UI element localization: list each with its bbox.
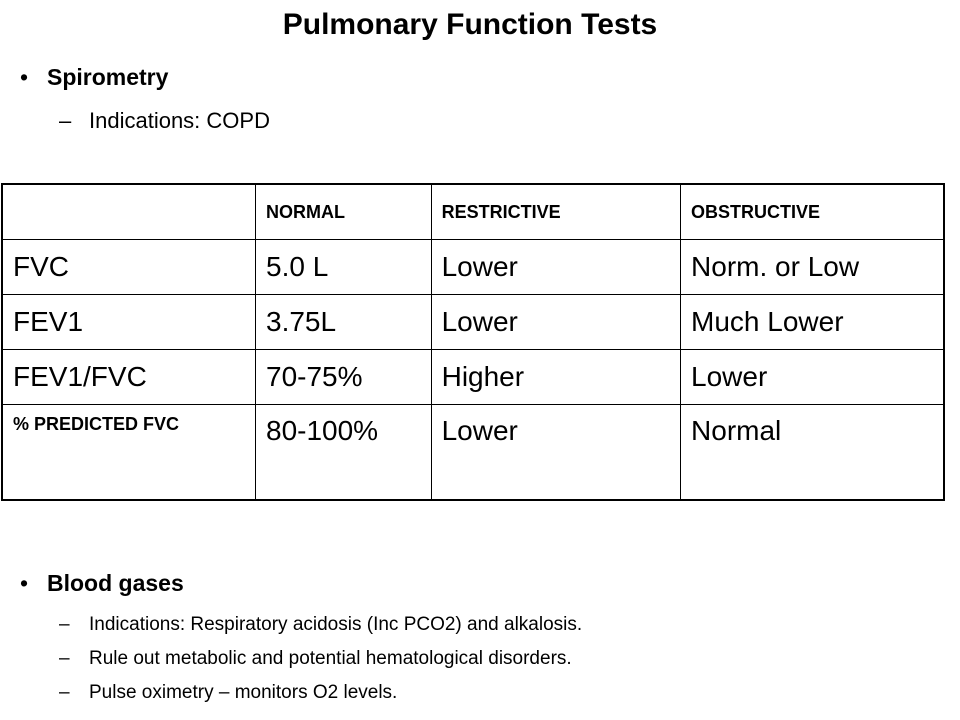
- table-cell: 5.0 L: [256, 240, 432, 295]
- header-cell-normal: NORMAL: [256, 184, 432, 240]
- table-row: [2, 295, 944, 350]
- table-cell: 80-100%: [256, 405, 432, 501]
- sub-item-indications-acidosis: [59, 614, 583, 636]
- table-header-row: [2, 184, 944, 240]
- table-cell: Lower: [431, 240, 680, 295]
- table-cell: 70-75%: [256, 350, 432, 405]
- header-cell-blank: [2, 184, 256, 240]
- table-cell: % PREDICTED FVC: [2, 405, 256, 501]
- table-cell: FVC: [2, 240, 256, 295]
- slide-title: Pulmonary Function Tests: [282, 8, 658, 41]
- sub-item-pulse-oximetry: [59, 682, 398, 704]
- table-cell: Higher: [431, 350, 680, 405]
- bullet-spirometry: [20, 64, 169, 91]
- table-cell: Much Lower: [681, 295, 944, 350]
- sub-item-text: Rule out metabolic and potential hematological disorders.: [89, 648, 572, 669]
- table-cell: FEV1: [2, 295, 256, 350]
- dash-icon: –: [59, 682, 70, 703]
- header-cell-restrictive: RESTRICTIVE: [431, 184, 680, 240]
- table-cell: Normal: [681, 405, 944, 501]
- heading-spirometry: Spirometry: [47, 64, 169, 90]
- table-cell: Lower: [431, 295, 680, 350]
- dash-icon: –: [59, 108, 72, 133]
- header-cell-obstructive: OBSTRUCTIVE: [681, 184, 944, 240]
- table-cell: Norm. or Low: [681, 240, 944, 295]
- table-cell: Lower: [681, 350, 944, 405]
- table-cell: FEV1/FVC: [2, 350, 256, 405]
- bullet-icon: •: [20, 64, 29, 90]
- table-cell: 3.75L: [256, 295, 432, 350]
- dash-icon: –: [59, 614, 70, 635]
- sub-item-rule-out: [59, 648, 572, 670]
- heading-blood-gases: Blood gases: [47, 570, 184, 596]
- table-row: [2, 350, 944, 405]
- sub-item-indications-copd: [59, 108, 270, 134]
- pft-table: [1, 183, 945, 501]
- dash-icon: –: [59, 648, 70, 669]
- bullet-icon: •: [20, 570, 29, 596]
- sub-item-text: Pulse oximetry – monitors O2 levels.: [89, 682, 398, 703]
- bullet-blood-gases: [20, 570, 184, 597]
- table-cell: Lower: [431, 405, 680, 501]
- sub-item-text: Indications: Respiratory acidosis (Inc PCO2) and alkalosis.: [89, 614, 583, 635]
- table-row: [2, 240, 944, 295]
- table-row: [2, 405, 944, 501]
- sub-item-text: Indications: COPD: [89, 108, 270, 133]
